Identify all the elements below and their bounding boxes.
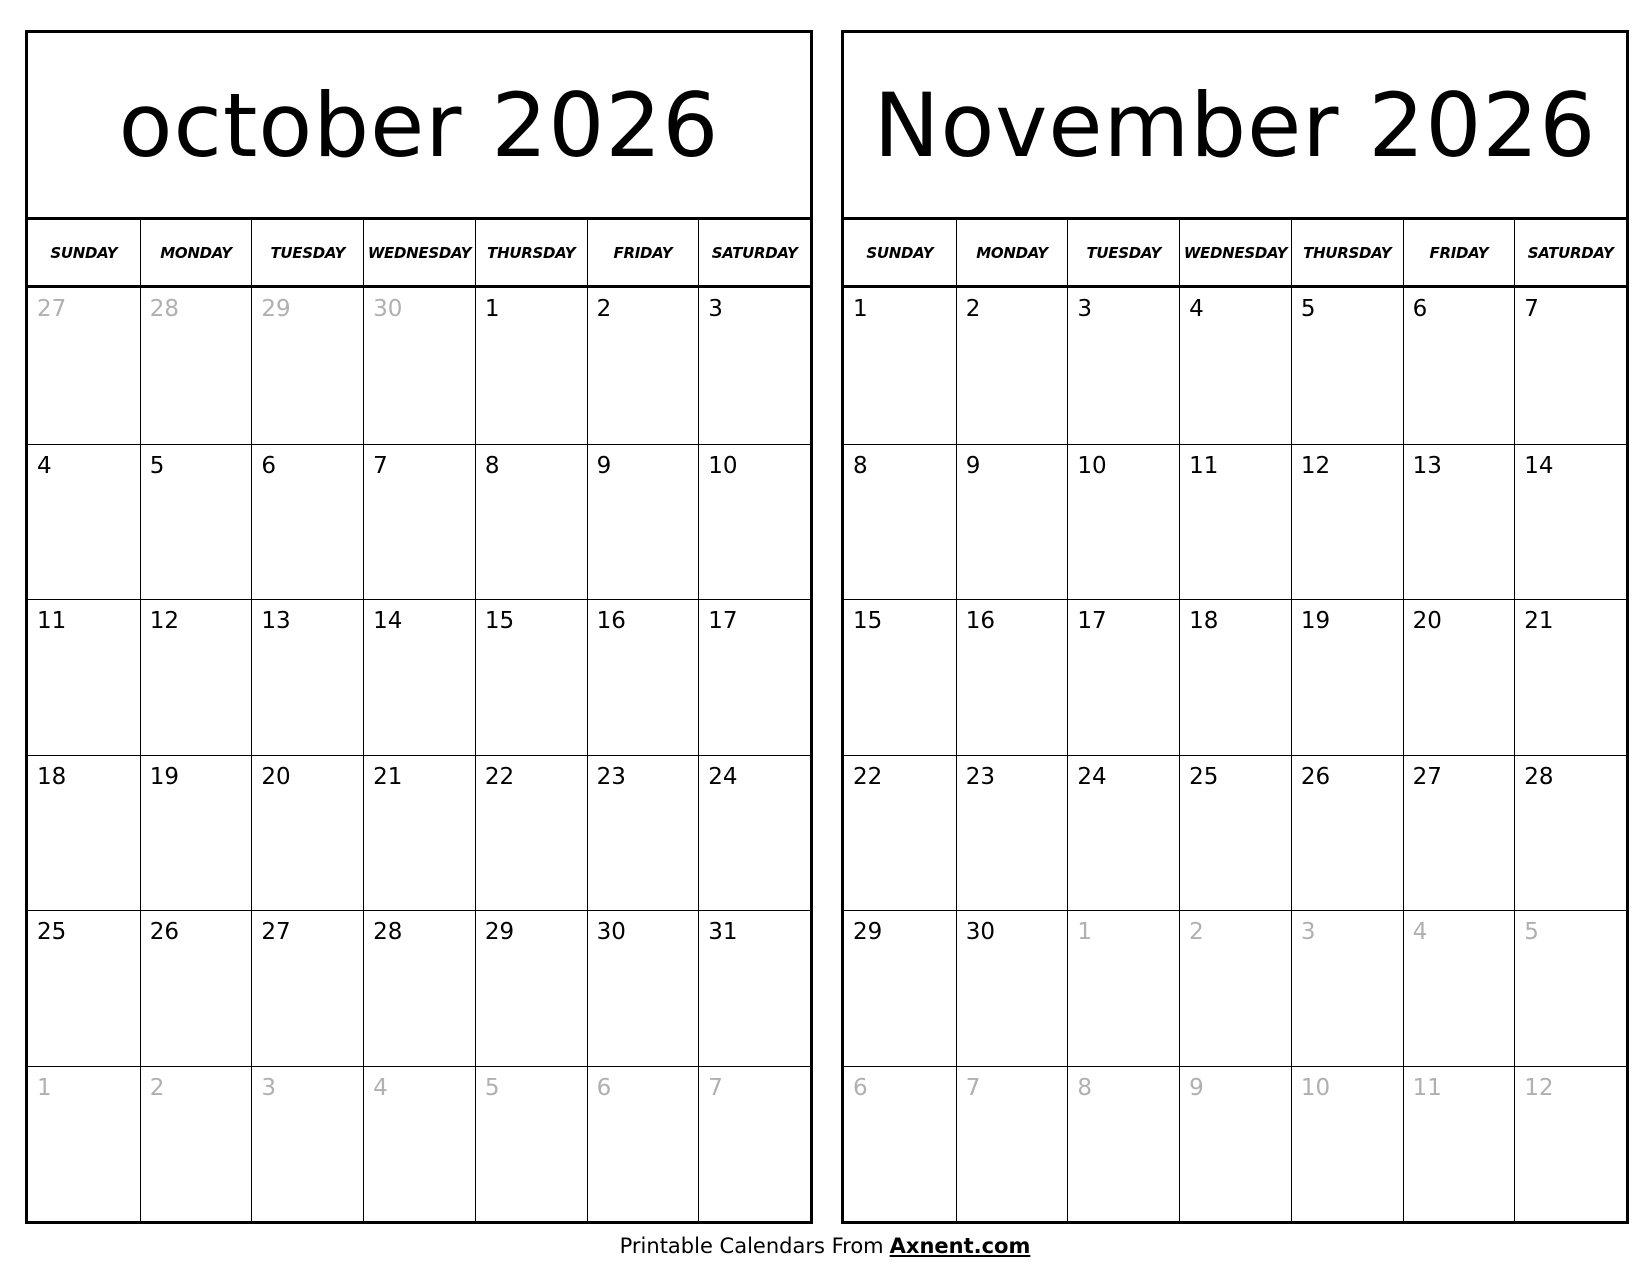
- weekday-thursday: THURSDAY: [1291, 220, 1403, 285]
- day-number: 29: [261, 296, 291, 322]
- day-cell-adjacent-month: [140, 288, 252, 444]
- day-number: 12: [1300, 452, 1331, 479]
- day-number: 23: [596, 763, 626, 790]
- day-number: 2: [965, 296, 981, 322]
- day-cell-adjacent-month: [251, 288, 363, 444]
- weekday-monday: MONDAY: [140, 220, 252, 285]
- day-number: 25: [1189, 763, 1219, 790]
- weekday-wednesday: WEDNESDAY: [363, 220, 475, 285]
- day-cell: [587, 599, 699, 755]
- day-number: 6: [596, 1074, 612, 1101]
- day-cell-adjacent-month: [1291, 1066, 1403, 1222]
- day-number: 30: [965, 919, 995, 945]
- day-number: 27: [1412, 763, 1442, 790]
- day-cell: [698, 599, 810, 755]
- day-number: 7: [708, 1074, 723, 1101]
- day-cell: [844, 444, 956, 600]
- day-cell: [1179, 288, 1291, 444]
- day-cell: [1403, 599, 1515, 755]
- day-cell-adjacent-month: [698, 1066, 810, 1222]
- day-cell: [1514, 444, 1626, 600]
- day-number: 4: [373, 1074, 388, 1101]
- weekday-tuesday: TUESDAY: [251, 220, 363, 285]
- day-cell: [1179, 599, 1291, 755]
- day-cell: [844, 755, 956, 911]
- day-cell: [363, 599, 475, 755]
- day-cell: [1291, 288, 1403, 444]
- calendar-november-2026: [841, 30, 1629, 1224]
- day-number: 29: [853, 919, 883, 945]
- weekday-saturday: SATURDAY: [698, 220, 810, 285]
- day-number: 7: [1524, 296, 1539, 322]
- day-cell-adjacent-month: [1403, 1066, 1515, 1222]
- day-cell: [1514, 599, 1626, 755]
- day-number: 14: [373, 608, 403, 634]
- calendar-october-2026: [25, 30, 813, 1224]
- day-number: 24: [708, 763, 738, 790]
- day-number: 4: [37, 452, 52, 479]
- weekday-saturday: SATURDAY: [1514, 220, 1626, 285]
- day-number: 11: [1189, 452, 1219, 479]
- day-cell: [698, 910, 810, 1066]
- day-number: 1: [37, 1074, 52, 1101]
- day-cell: [587, 755, 699, 911]
- day-number: 1: [484, 296, 500, 322]
- day-number: 5: [1524, 919, 1539, 945]
- weekday-thursday: THURSDAY: [475, 220, 587, 285]
- day-cell: [28, 599, 140, 755]
- day-number: 28: [373, 919, 403, 945]
- day-number: 12: [149, 608, 179, 634]
- day-cell-adjacent-month: [1403, 910, 1515, 1066]
- day-cell-adjacent-month: [363, 1066, 475, 1222]
- day-cell: [1291, 599, 1403, 755]
- day-cell: [1067, 444, 1179, 600]
- footer-prefix: Printable Calendars From: [619, 1234, 884, 1258]
- day-number: 13: [261, 608, 291, 634]
- day-cell: [1067, 755, 1179, 911]
- day-cell: [698, 444, 810, 600]
- day-number: 1: [853, 296, 868, 322]
- day-cell: [251, 755, 363, 911]
- day-number: 10: [1077, 452, 1107, 479]
- day-number: 21: [373, 763, 403, 790]
- day-number: 2: [596, 296, 612, 322]
- day-number: 16: [596, 608, 626, 634]
- day-cell: [28, 910, 140, 1066]
- day-number: 8: [484, 452, 500, 479]
- day-cell: [140, 599, 252, 755]
- month-title: october 2026: [28, 33, 810, 220]
- day-cell: [140, 444, 252, 600]
- day-cell: [956, 755, 1068, 911]
- day-number: 2: [149, 1074, 165, 1101]
- weekday-tuesday: TUESDAY: [1067, 220, 1179, 285]
- day-cell: [28, 444, 140, 600]
- day-number: 4: [1189, 296, 1204, 322]
- weekday-sunday: SUNDAY: [866, 243, 934, 262]
- day-cell: [1179, 755, 1291, 911]
- day-number: 28: [1524, 763, 1554, 790]
- day-number: 15: [484, 608, 515, 634]
- day-cell-adjacent-month: [28, 288, 140, 444]
- day-number: 9: [1189, 1074, 1204, 1101]
- day-number: 26: [149, 919, 179, 945]
- day-cell: [956, 599, 1068, 755]
- day-number: 27: [261, 919, 291, 945]
- day-cell-adjacent-month: [28, 1066, 140, 1222]
- day-number: 9: [965, 452, 981, 479]
- day-number: 26: [1300, 763, 1331, 790]
- footer-credit: [0, 1234, 1650, 1258]
- day-number: 18: [1189, 608, 1219, 634]
- day-number: 1: [1077, 919, 1093, 945]
- day-cell-adjacent-month: [956, 1066, 1068, 1222]
- day-cell: [1403, 288, 1515, 444]
- day-number: 5: [484, 1074, 500, 1101]
- day-number: 11: [1412, 1074, 1442, 1101]
- day-cell: [475, 288, 587, 444]
- day-cell: [475, 599, 587, 755]
- day-number: 21: [1524, 608, 1554, 634]
- day-cell: [1291, 444, 1403, 600]
- day-cell: [251, 910, 363, 1066]
- day-cell: [363, 910, 475, 1066]
- day-cell: [587, 910, 699, 1066]
- weekday-header-row: [28, 220, 810, 288]
- day-cell: [1067, 288, 1179, 444]
- day-cell: [140, 910, 252, 1066]
- day-number: 9: [596, 452, 612, 479]
- day-cell: [475, 755, 587, 911]
- day-cell: [363, 755, 475, 911]
- day-number: 4: [1412, 919, 1428, 945]
- day-number: 10: [1300, 1074, 1331, 1101]
- day-number: 20: [261, 763, 291, 790]
- day-number: 3: [708, 296, 723, 322]
- weekday-sunday: SUNDAY: [50, 243, 118, 262]
- day-number: 17: [708, 608, 738, 634]
- day-number: 12: [1524, 1074, 1554, 1101]
- day-number: 30: [596, 919, 626, 945]
- day-cell: [475, 444, 587, 600]
- day-number: 31: [708, 919, 738, 945]
- day-cell: [956, 910, 1068, 1066]
- day-cell: [251, 599, 363, 755]
- footer-site-link[interactable]: Axnent.com: [889, 1234, 1031, 1258]
- day-number: 15: [853, 608, 883, 634]
- day-grid: [28, 288, 810, 1221]
- day-number: 3: [1077, 296, 1093, 322]
- day-cell: [140, 755, 252, 911]
- day-cell: [844, 599, 956, 755]
- day-number: 5: [1300, 296, 1316, 322]
- day-number: 6: [261, 452, 277, 479]
- day-cell-adjacent-month: [1514, 1066, 1626, 1222]
- day-cell: [1514, 755, 1626, 911]
- day-cell: [1403, 444, 1515, 600]
- day-number: 7: [965, 1074, 981, 1101]
- day-cell: [844, 288, 956, 444]
- day-cell-adjacent-month: [475, 1066, 587, 1222]
- weekday-monday: MONDAY: [956, 220, 1068, 285]
- day-number: 2: [1189, 919, 1204, 945]
- day-number: 11: [37, 608, 67, 634]
- day-cell-adjacent-month: [140, 1066, 252, 1222]
- day-cell: [956, 444, 1068, 600]
- day-cell: [956, 288, 1068, 444]
- day-number: 13: [1412, 452, 1442, 479]
- day-cell-adjacent-month: [1179, 1066, 1291, 1222]
- day-number: 3: [1300, 919, 1316, 945]
- day-number: 7: [373, 452, 388, 479]
- day-cell-adjacent-month: [1067, 910, 1179, 1066]
- day-number: 16: [965, 608, 995, 634]
- day-number: 14: [1524, 452, 1554, 479]
- day-cell-adjacent-month: [1179, 910, 1291, 1066]
- day-cell-adjacent-month: [587, 1066, 699, 1222]
- day-cell: [587, 288, 699, 444]
- day-cell: [698, 288, 810, 444]
- day-number: 28: [149, 296, 179, 322]
- day-cell: [1067, 599, 1179, 755]
- weekday-friday: FRIDAY: [587, 220, 699, 285]
- day-cell: [363, 444, 475, 600]
- day-grid: [844, 288, 1626, 1221]
- day-cell: [698, 755, 810, 911]
- day-cell: [475, 910, 587, 1066]
- weekday-friday: FRIDAY: [1403, 220, 1515, 285]
- day-cell-adjacent-month: [363, 288, 475, 444]
- month-title: November 2026: [844, 33, 1626, 220]
- day-number: 24: [1077, 763, 1107, 790]
- day-cell-adjacent-month: [1514, 910, 1626, 1066]
- day-number: 6: [1412, 296, 1428, 322]
- day-cell: [1291, 755, 1403, 911]
- day-cell-adjacent-month: [1291, 910, 1403, 1066]
- day-number: 8: [853, 452, 868, 479]
- day-cell: [1514, 288, 1626, 444]
- day-cell: [1403, 755, 1515, 911]
- day-number: 6: [853, 1074, 868, 1101]
- day-cell-adjacent-month: [251, 1066, 363, 1222]
- day-cell: [1179, 444, 1291, 600]
- day-number: 30: [373, 296, 403, 322]
- day-number: 23: [965, 763, 995, 790]
- day-cell: [587, 444, 699, 600]
- day-number: 10: [708, 452, 738, 479]
- weekday-header-row: [844, 220, 1626, 288]
- day-number: 25: [37, 919, 67, 945]
- day-number: 29: [484, 919, 515, 945]
- day-number: 19: [1300, 608, 1331, 634]
- day-number: 22: [853, 763, 883, 790]
- day-cell-adjacent-month: [844, 1066, 956, 1222]
- day-number: 20: [1412, 608, 1442, 634]
- day-cell: [251, 444, 363, 600]
- day-number: 27: [37, 296, 67, 322]
- day-number: 3: [261, 1074, 277, 1101]
- day-cell: [844, 910, 956, 1066]
- day-number: 19: [149, 763, 179, 790]
- day-cell-adjacent-month: [1067, 1066, 1179, 1222]
- day-number: 8: [1077, 1074, 1093, 1101]
- day-number: 22: [484, 763, 515, 790]
- day-number: 5: [149, 452, 165, 479]
- day-cell: [28, 755, 140, 911]
- day-number: 18: [37, 763, 67, 790]
- weekday-wednesday: WEDNESDAY: [1179, 220, 1291, 285]
- day-number: 17: [1077, 608, 1107, 634]
